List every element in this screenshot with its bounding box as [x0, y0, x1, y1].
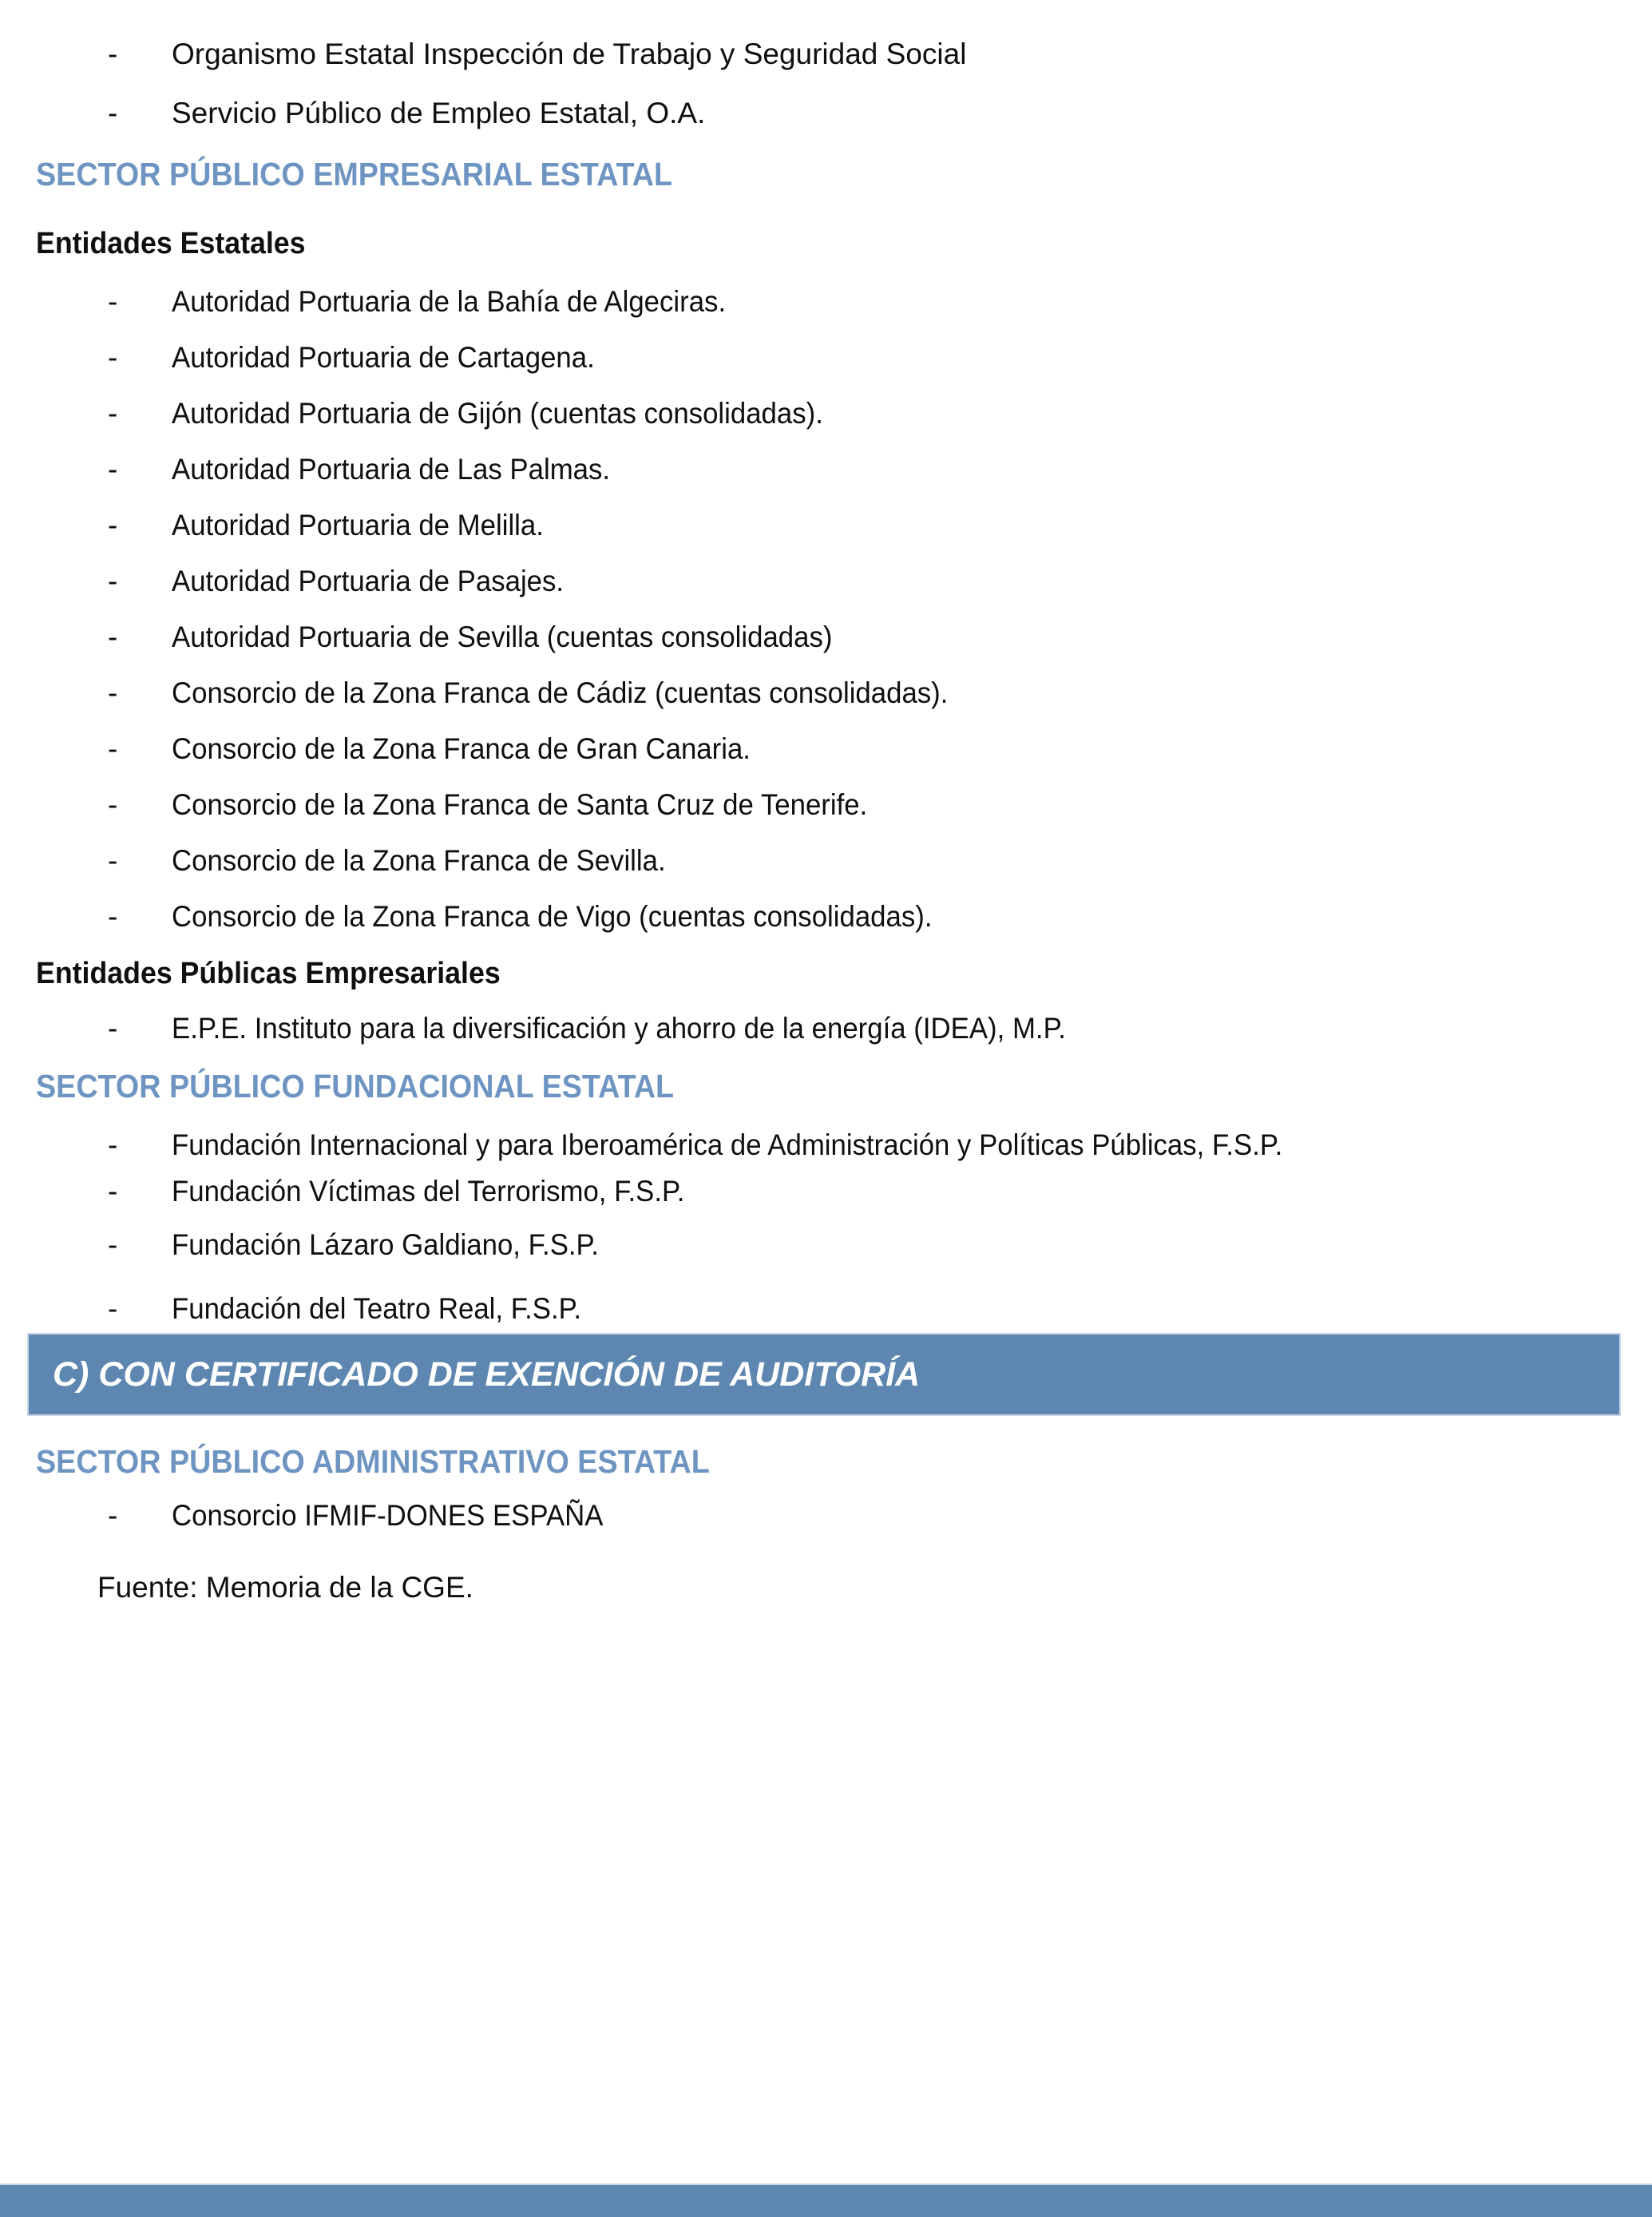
list-item	[0, 1291, 1652, 1327]
bullet-dash: -	[108, 453, 118, 486]
item-text: Autoridad Portuaria de Las Palmas.	[172, 453, 611, 486]
item-text: Consorcio de la Zona Franca de Gran Canaria.	[172, 732, 751, 765]
list-item	[0, 96, 1652, 131]
top-entity-list	[0, 37, 1652, 131]
entidades-estatales-list	[0, 284, 1652, 934]
list-item	[0, 452, 1652, 487]
list-item	[0, 843, 1652, 878]
item-text: E.P.E. Instituto para la diversificación y ahorro de la energía (IDEA), M.P.	[172, 1012, 1066, 1045]
item-text: Consorcio de la Zona Franca de Sevilla.	[172, 844, 666, 877]
item-text: Consorcio de la Zona Franca de Vigo (cuentas consolidadas).	[172, 900, 933, 933]
bullet-dash: -	[108, 676, 118, 709]
section-heading-administrativo	[0, 1442, 1652, 1481]
item-text: Servicio Público de Empleo Estatal, O.A.	[172, 97, 706, 129]
list-item	[0, 1011, 1652, 1046]
section-heading-text: SECTOR PÚBLICO ADMINISTRATIVO ESTATAL	[36, 1443, 710, 1480]
bullet-dash: -	[108, 565, 118, 597]
item-text: Consorcio de la Zona Franca de Santa Cruz de Tenerife.	[172, 788, 868, 821]
item-text: Autoridad Portuaria de Gijón (cuentas consolidadas).	[172, 397, 823, 430]
item-text: Fundación del Teatro Real, F.S.P.	[172, 1292, 582, 1325]
list-item	[0, 340, 1652, 375]
bullet-dash: -	[108, 397, 118, 430]
bullet-dash: -	[108, 509, 118, 541]
bullet-dash: -	[108, 341, 118, 374]
list-item	[0, 676, 1652, 711]
list-item	[0, 1227, 1652, 1263]
subheading-entidades-publicas-empresariales	[0, 955, 1652, 992]
list-item	[0, 396, 1652, 431]
list-item	[0, 1498, 1652, 1533]
list-item	[0, 899, 1652, 934]
section-heading-text: SECTOR PÚBLICO EMPRESARIAL ESTATAL	[36, 156, 673, 192]
list-item	[0, 1128, 1652, 1163]
item-text: Fundación Lázaro Galdiano, F.S.P.	[172, 1228, 599, 1261]
bullet-dash: -	[108, 788, 118, 821]
entidades-publicas-empresariales-list	[0, 1011, 1652, 1046]
bullet-dash: -	[108, 732, 118, 765]
bullet-dash: -	[108, 1292, 118, 1325]
list-item	[0, 37, 1652, 72]
subheading-text: Entidades Públicas Empresariales	[36, 957, 501, 990]
item-text: Consorcio IFMIF-DONES ESPAÑA	[172, 1499, 604, 1532]
item-text: Consorcio de la Zona Franca de Cádiz (cuentas consolidadas).	[172, 676, 949, 709]
list-item	[0, 787, 1652, 823]
section-heading-text: SECTOR PÚBLICO FUNDACIONAL ESTATAL	[36, 1068, 675, 1105]
bullet-dash: -	[108, 621, 118, 653]
item-text: Organismo Estatal Inspección de Trabajo y Seguridad Social	[172, 38, 967, 70]
subheading-entidades-estatales	[0, 225, 1652, 262]
subheading-text: Entidades Estatales	[36, 227, 306, 260]
item-text: Fundación Internacional y para Iberoamérica de Administración y Políticas Públicas, F.S.P.	[172, 1128, 1283, 1161]
bullet-dash: -	[108, 285, 118, 318]
list-item	[0, 508, 1652, 543]
bullet-dash: -	[108, 38, 118, 70]
list-item	[0, 620, 1652, 655]
exemption-banner-label: C) CON CERTIFICADO DE EXENCIÓN DE AUDITORÍA	[53, 1354, 921, 1394]
bullet-dash: -	[108, 1499, 118, 1532]
bullet-dash: -	[108, 1228, 118, 1261]
administrativo-list	[0, 1498, 1652, 1533]
section-heading-empresarial	[0, 155, 1652, 193]
bullet-dash: -	[108, 1012, 118, 1045]
item-text: Autoridad Portuaria de Pasajes.	[172, 565, 565, 597]
list-item	[0, 1174, 1652, 1209]
page-footer-band	[0, 2183, 1652, 2217]
item-text: Autoridad Portuaria de Sevilla (cuentas consolidadas)	[172, 621, 833, 653]
bullet-dash: -	[108, 900, 118, 933]
bullet-dash: -	[108, 1175, 118, 1208]
item-text: Autoridad Portuaria de Melilla.	[172, 509, 544, 541]
bullet-dash: -	[108, 1128, 118, 1161]
section-heading-fundacional	[0, 1067, 1652, 1105]
item-text: Autoridad Portuaria de Cartagena.	[172, 341, 595, 374]
item-text: Autoridad Portuaria de la Bahía de Algeciras.	[172, 285, 727, 318]
list-item	[0, 732, 1652, 767]
source-note: Fuente: Memoria de la CGE.	[97, 1571, 473, 1604]
list-item	[0, 284, 1652, 319]
bullet-dash: -	[108, 97, 118, 129]
list-item	[0, 564, 1652, 599]
item-text: Fundación Víctimas del Terrorismo, F.S.P.	[172, 1175, 685, 1208]
fundaciones-list	[0, 1128, 1652, 1327]
exemption-banner	[27, 1333, 1621, 1416]
bullet-dash: -	[108, 844, 118, 877]
